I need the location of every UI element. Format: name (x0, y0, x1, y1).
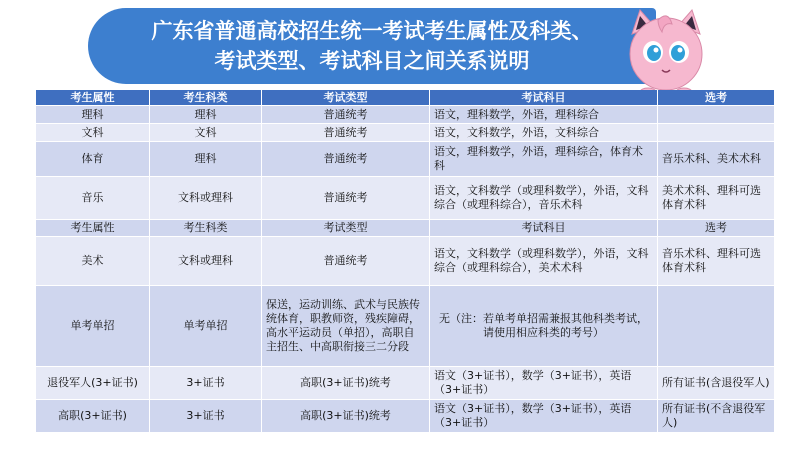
table-cell: 语文（3+证书），数学（3+证书），英语（3+证书） (430, 400, 658, 432)
header-cell-category: 考生科类 (150, 90, 262, 105)
table-cell: 文科或理科 (150, 237, 262, 285)
table-cell: 所有证书(不含退役军人) (662, 402, 766, 429)
relationship-table (36, 90, 774, 433)
table-cell: 理科 (150, 142, 262, 176)
table-cell: 普通统考 (262, 106, 430, 123)
table-cell: 选考 (705, 221, 727, 234)
table-cell: 语文，文科数学（或理科数学），外语，文科综合（或理科综合），音乐术科 (430, 177, 658, 219)
table-cell: 单考单招 (36, 286, 150, 366)
table-cell: 高职(3+证书) (36, 400, 150, 432)
table-row (36, 142, 774, 177)
table-subheader-row (36, 220, 774, 237)
table-cell: 普通统考 (262, 237, 430, 285)
table-cell: 语文，文科数学（或理科数学），外语，文科综合（或理科综合），美术术科 (430, 237, 658, 285)
table-row (36, 237, 774, 286)
table-cell: 无（注：若单考单招需兼报其他科类考试，请使用相应科类的考号） (430, 286, 658, 366)
table-cell (658, 106, 774, 123)
table-cell: 语文，理科数学，外语，理科综合 (430, 106, 658, 123)
table-cell: 音乐术科、理科可选体育术科 (662, 247, 761, 274)
table-row (36, 400, 774, 433)
table-cell: 3+证书 (150, 367, 262, 399)
table-cell: 普通统考 (262, 142, 430, 176)
table-cell: 体育 (36, 142, 150, 176)
table-row (36, 367, 774, 400)
table-cell: 理科 (36, 106, 150, 123)
jigglypuff-mascot-icon (618, 4, 714, 96)
header-cell-exam-type: 考试类型 (262, 90, 430, 105)
table-cell: 考试类型 (262, 220, 430, 236)
table-cell: 高职(3+证书)统考 (262, 400, 430, 432)
table-row (36, 177, 774, 220)
table-cell: 语文，理科数学，外语，理科综合，体育术科 (430, 142, 658, 176)
table-cell: 美术 (36, 237, 150, 285)
table-cell: 语文（3+证书），数学（3+证书），英语（3+证书） (430, 367, 658, 399)
table-cell: 单考单招 (150, 286, 262, 366)
table-cell: 美术术科、理科可选体育术科 (662, 184, 761, 211)
table-cell: 文科 (36, 124, 150, 141)
table-cell: 考生科类 (150, 220, 262, 236)
table-cell: 3+证书 (150, 400, 262, 432)
table-cell: 考试科目 (430, 220, 658, 236)
header-cell-attribute: 考生属性 (36, 90, 150, 105)
table-cell: 音乐 (36, 177, 150, 219)
table-cell: 文科 (150, 124, 262, 141)
table-cell: 所有证书(含退役军人) (662, 376, 770, 389)
table-cell: 考生属性 (36, 220, 150, 236)
table-cell: 退役军人(3+证书) (36, 367, 150, 399)
table-cell: 理科 (150, 106, 262, 123)
table-cell: 语文，文科数学，外语，文科综合 (430, 124, 658, 141)
table-row (36, 106, 774, 124)
table-cell: 高职(3+证书)统考 (262, 367, 430, 399)
table-cell: 保送，运动训练、武术与民族传统体育，职教师资，残疾障碍，高水平运动员（单招），高职自主招生、中高职衔接三二分段 (262, 286, 430, 366)
header-cell-subjects: 考试科目 (430, 90, 658, 105)
table-cell: 音乐术科、美术术科 (662, 152, 761, 165)
title-line-2: 考试类型、考试科目之间关系说明 (214, 49, 530, 73)
table-cell (658, 124, 774, 141)
table-cell (658, 286, 774, 366)
table-row (36, 124, 774, 142)
table-row (36, 286, 774, 367)
table-cell: 文科或理科 (150, 177, 262, 219)
table-header-row (36, 90, 774, 106)
table-cell: 普通统考 (262, 177, 430, 219)
header-cell-elective: 选考 (705, 90, 727, 104)
title-banner (88, 8, 656, 84)
table-cell: 普通统考 (262, 124, 430, 141)
title-line-1: 广东省普通高校招生统一考试考生属性及科类、 (151, 19, 593, 43)
